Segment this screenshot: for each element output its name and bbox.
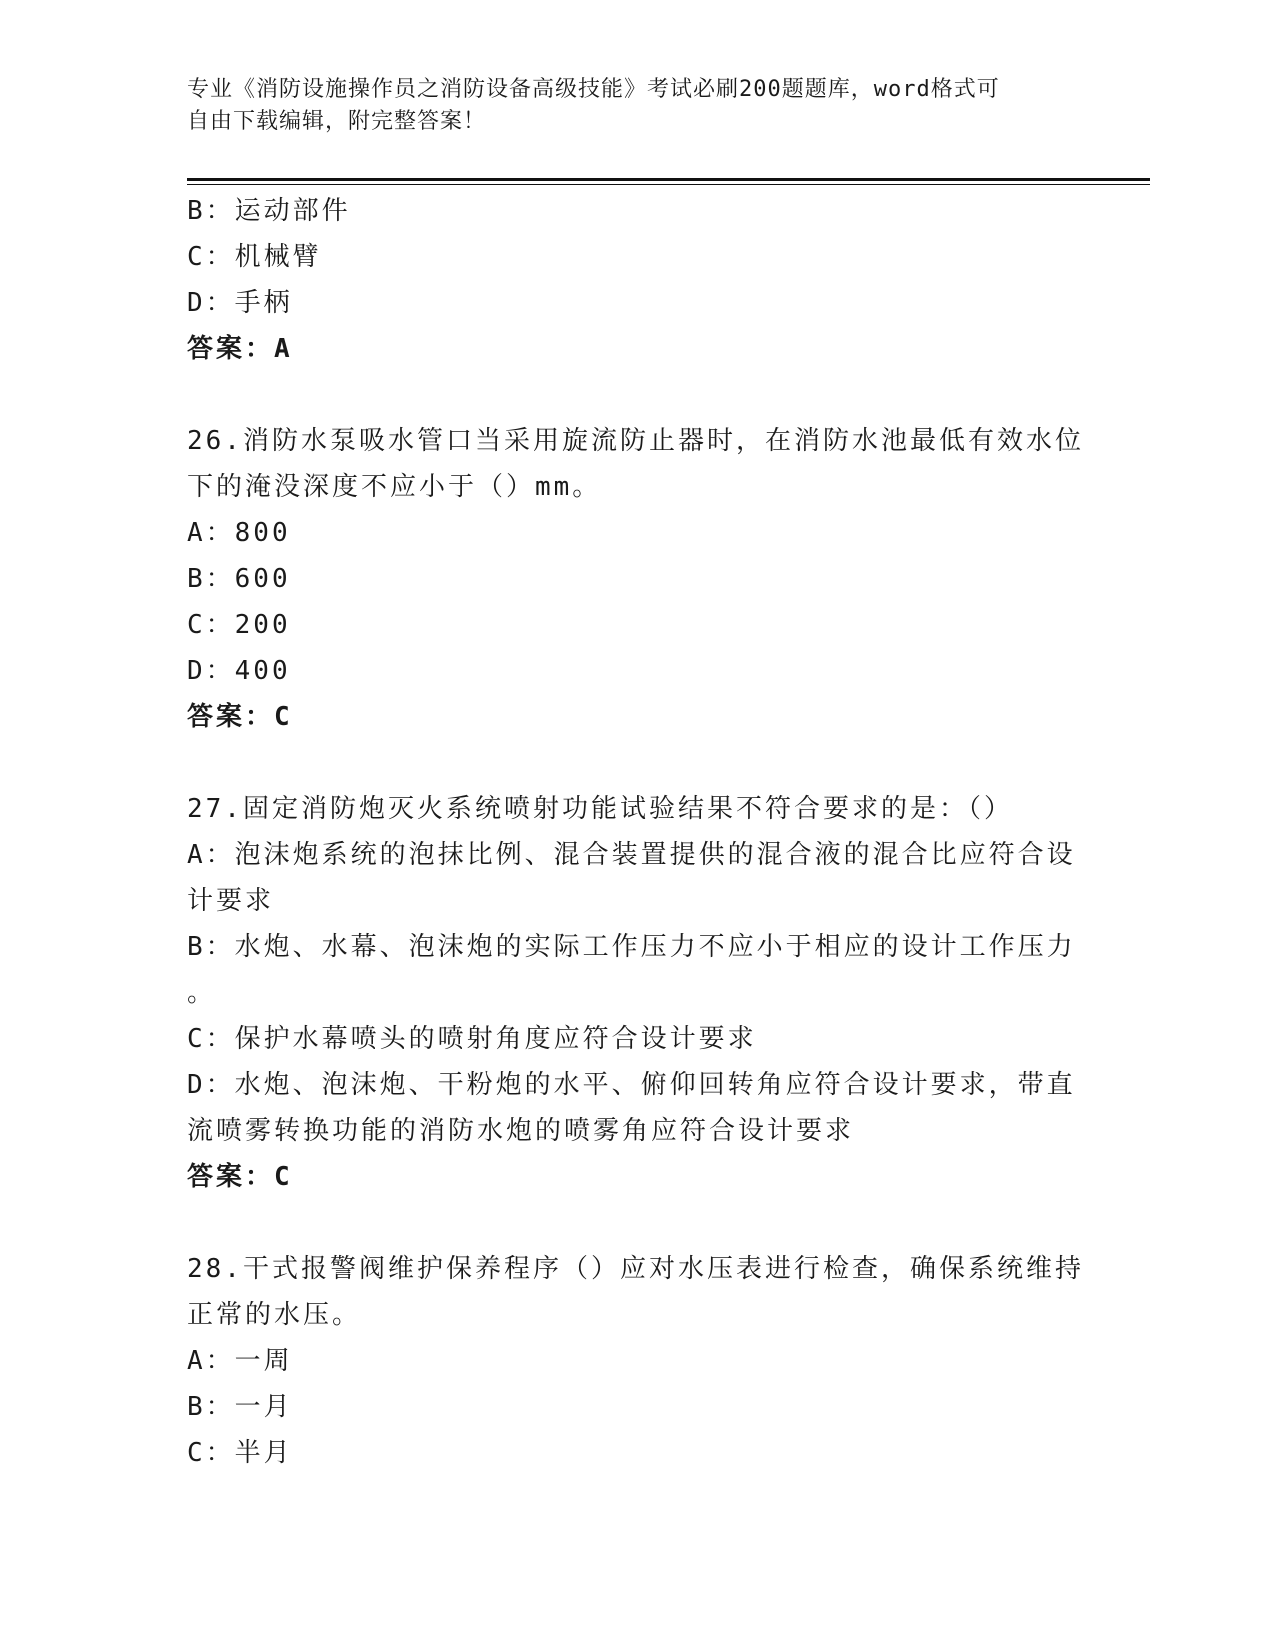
question-25-tail <box>187 188 1087 372</box>
question-stem: 下的淹没深度不应小于（）mm。 <box>187 472 602 502</box>
document-header <box>187 74 1067 138</box>
spacer <box>187 1200 1087 1246</box>
option-d-cont: 流喷雾转换功能的消防水炮的喷雾角应符合设计要求 <box>187 1116 855 1146</box>
question-stem: 28.干式报警阀维护保养程序（）应对水压表进行检查，确保系统维持 <box>187 1254 1084 1284</box>
option-c: C：保护水幕喷头的喷射角度应符合设计要求 <box>187 1024 757 1054</box>
header-line-2: 自由下载编辑，附完整答案！ <box>187 109 487 134</box>
option-c: C：半月 <box>187 1438 293 1468</box>
header-rule-thick <box>187 178 1150 181</box>
option-a: A：一周 <box>187 1346 293 1376</box>
option-a: A：泡沫炮系统的泡抹比例、混合装置提供的混合液的混合比应符合设 <box>187 840 1076 870</box>
option-d: D：400 <box>187 656 291 686</box>
option-d: D：水炮、泡沫炮、干粉炮的水平、俯仰回转角应符合设计要求，带直 <box>187 1070 1076 1100</box>
spacer <box>187 740 1087 786</box>
question-28 <box>187 1246 1087 1476</box>
question-stem: 26.消防水泵吸水管口当采用旋流防止器时，在消防水池最低有效水位 <box>187 426 1084 456</box>
option-c: C：机械臂 <box>187 242 322 272</box>
question-26 <box>187 418 1087 740</box>
answer-line: 答案：A <box>187 334 293 364</box>
question-stem: 27.固定消防炮灭火系统喷射功能试验结果不符合要求的是：（） <box>187 794 1013 824</box>
question-27 <box>187 786 1087 1200</box>
spacer <box>187 372 1087 418</box>
answer-line: 答案：C <box>187 702 293 732</box>
option-b: B：水炮、水幕、泡沫炮的实际工作压力不应小于相应的设计工作压力 <box>187 932 1076 962</box>
header-rule-thin <box>187 184 1150 185</box>
question-stem: 正常的水压。 <box>187 1300 362 1330</box>
option-b: B：一月 <box>187 1392 293 1422</box>
option-d: D：手柄 <box>187 288 293 318</box>
question-list <box>187 188 1087 1476</box>
option-a-cont: 计要求 <box>187 886 275 916</box>
answer-line: 答案：C <box>187 1162 293 1192</box>
option-b: B：运动部件 <box>187 196 351 226</box>
header-line-1: 专业《消防设施操作员之消防设备高级技能》考试必刷200题题库，word格式可 <box>187 77 1000 102</box>
option-b: B：600 <box>187 564 291 594</box>
option-a: A：800 <box>187 518 291 548</box>
option-b-cont: 。 <box>187 978 217 1008</box>
option-c: C：200 <box>187 610 291 640</box>
